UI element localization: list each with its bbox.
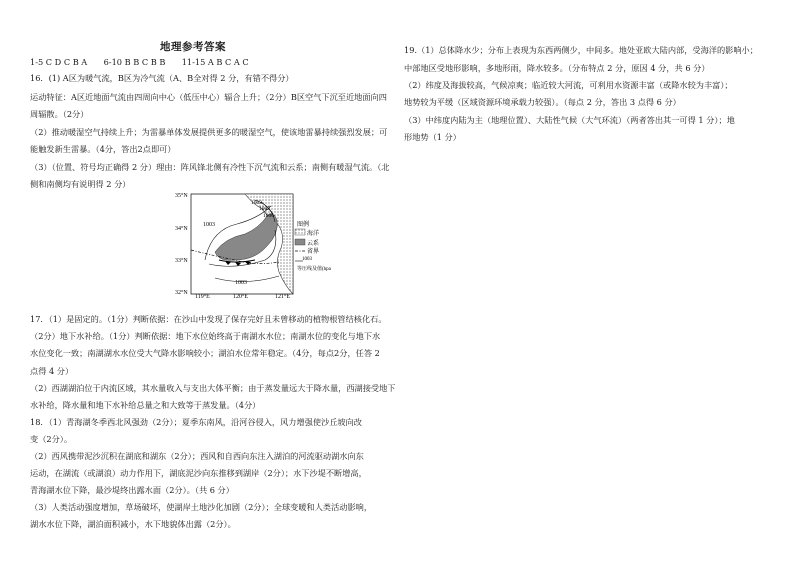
latitude-label: 32°N (175, 290, 188, 296)
answer-line: 变（2分）。 (30, 434, 73, 444)
latitude-label: 35°N (175, 193, 188, 199)
latitude-label: 34°N (175, 226, 188, 232)
answer-line: 运动特征：A区近地面气流由四周向中心（低压中心）辐合上升；（2分）B区空气下沉至近地面向四 (30, 92, 387, 102)
longitude-label: 121°E (275, 294, 291, 298)
answer-line: 水位变化一致；南湖湖水水位受大气降水影响较小；湖泊水位常年稳定。（4分，每点2分，任答 2 (30, 348, 380, 358)
answer-line: 湖水水位下降，湖泊面积减小，水下地貌体出露（2分）。 (30, 519, 236, 529)
answer-line: 16．(1) A区为暖气流，B区为冷气流（A、B全对得 2 分，有错不得分） (30, 73, 294, 83)
legend-label: 等压线及值(hpa) (297, 267, 331, 272)
legend-cloud-swatch (295, 239, 305, 245)
answer-line: 青海湖水位下降，最沙堤终出露水面（2分）。（共 6 分） (30, 485, 234, 495)
multiple-choice-answers: 1-5 C D C B A 6-10 B B C B B 11-15 A B C A C (30, 57, 249, 67)
isobar-label: 1003 (235, 280, 247, 286)
answer-line: （3）中纬度内陆为主（地理位置）、大陆性气候（大气环流）（两者答出其一可得 1 分）；地 (404, 115, 735, 125)
answer-line: （3）人类活动强度增加，草场破坏，使湖岸土地沙化加剧（2分）；全球变暖和人类活动影响， (30, 502, 373, 512)
legend-label: 海洋 (307, 231, 320, 237)
answer-line: （2）西湖湖泊位于内流区域，其水量收入与支出大体平衡；由于蒸发量远大于降水量，西湖接受地下 (30, 383, 396, 393)
answer-line: 能触发新生雷暴。（4分，答出2点即可） (30, 144, 176, 154)
weather-map (175, 190, 331, 298)
weather-map-svg (175, 190, 331, 298)
isobar-label: 1003 (203, 222, 215, 228)
answer-line: （2）西风携带泥沙沉积在湖底和湖东（2分）；西风和自西向东注入湖泊的河流驱动湖水向东 (30, 451, 364, 461)
answer-line: （3）（位置、符号均正确得 2 分）理由：阵风锋北侧有冷性下沉气流和云系；南侧有暖湿气流。（北 (30, 162, 390, 172)
longitude-label: 120°E (233, 294, 249, 298)
isobar-label: 1005 (259, 206, 270, 212)
answer-line: 点得 4 分） (30, 366, 74, 376)
answer-line: 运动，在湖流（或湖浪）动力作用下，湖底泥沙向东推移到湖岸（2分）；水下沙堤不断增高， (30, 468, 367, 478)
answer-line: 形地势（1 分） (404, 132, 461, 142)
answer-line: 侧和南侧均有说明得 2 分） (30, 179, 131, 189)
legend-label: 云系 (307, 241, 320, 247)
map-legend (295, 220, 331, 272)
answer-line: 18．（1）青海湖冬季西北风强劲（2分）；夏季东南风，沿河谷侵入，风力增强使沙丘坡向改 (30, 417, 362, 427)
longitude-label: 119°E (195, 294, 210, 298)
legend-isobar-value: 1003 (302, 257, 312, 262)
legend-title: 图例 (297, 222, 310, 228)
legend-label: 省界 (307, 249, 320, 255)
page-title: 地理参考答案 (160, 41, 226, 53)
answer-line: 19.（1）总体降水少；分布上表现为东西两侧少，中间多。地处亚欧大陆内部，受海洋的影响小； (404, 45, 758, 55)
answer-line: （2）纬度及海拔较高，气候凉爽；临近较大河流，可利用水资源丰富（或降水较为丰富）； (404, 80, 733, 90)
legend-sea-swatch (295, 229, 305, 235)
answer-line: 周辐散。（2分） (30, 109, 89, 119)
answer-line: 中部地区受地形影响，多地形雨，降水较多。（分布特点 2 分，原因 4 分，共 6 分） (404, 63, 710, 73)
answer-line: 17．（1）是固定的。（1分）判断依据：在沙山中发现了保存完好且未曾移动的植物根管结核化石。 (30, 314, 387, 324)
latitude-label: 33°N (175, 258, 188, 264)
answer-line: （2）推动暖湿空气持续上升；为雷暴单体发展提供更多的暖湿空气，使该地雷暴持续强烈发展；可 (30, 127, 388, 137)
answer-line: 水补给，降水量和地下水补给总量之和大致等于蒸发量。（4分） (30, 400, 261, 410)
answer-line: （2分）地下水补给。（1分）判断依据：地下水位始终高于南湖水水位；南湖水位的变化与地下水 (30, 331, 381, 341)
isobar-label: 1006 (263, 213, 274, 219)
answer-line: 地势较为平缓（区域资源环境承载力较强）。（每点 2 分，答出 3 点得 6 分） (404, 97, 681, 107)
isobar-label: 1003 (251, 200, 262, 206)
